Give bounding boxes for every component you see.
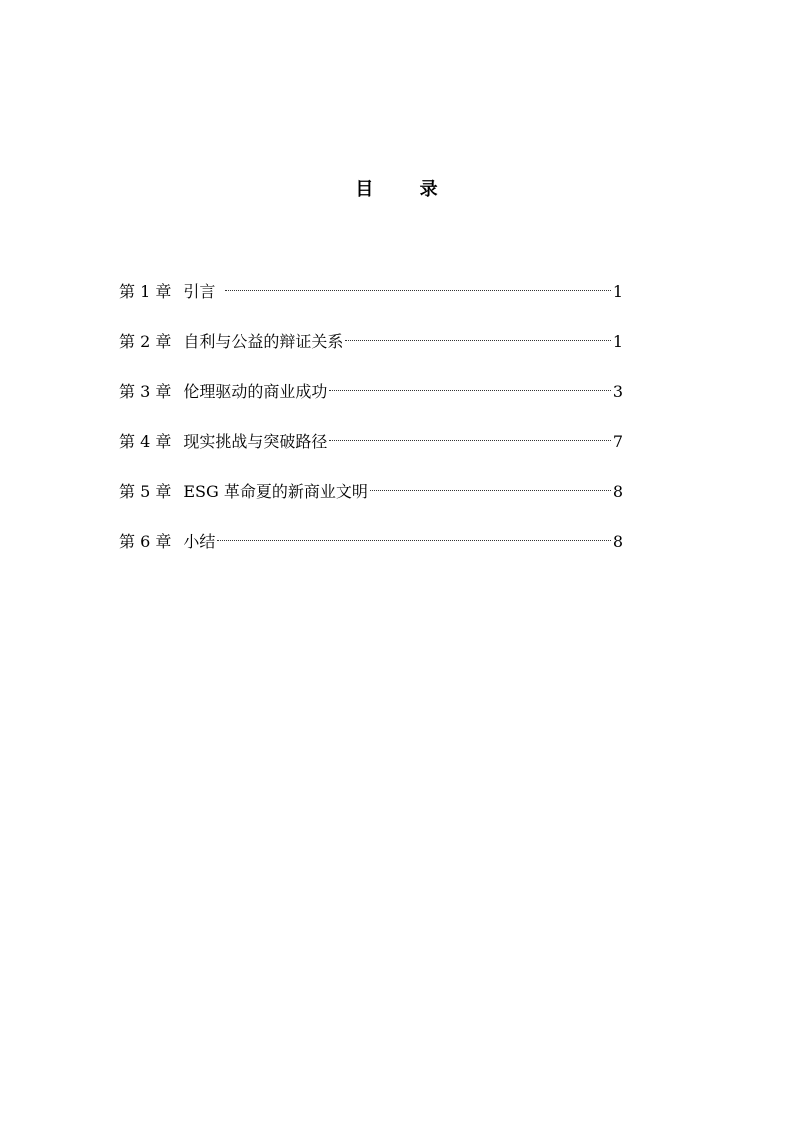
- toc-entry-5[interactable]: [119, 473, 623, 501]
- table-of-contents: [119, 273, 623, 573]
- toc-heading: 小结: [183, 532, 216, 551]
- toc-entry-4[interactable]: [119, 423, 623, 451]
- toc-page-number: 1: [612, 282, 623, 301]
- toc-chapter-number: 第 2 章: [119, 332, 172, 351]
- toc-heading: 引言: [183, 282, 216, 301]
- toc-dot-leader: [370, 473, 611, 497]
- toc-dot-leader: [329, 423, 610, 447]
- toc-entry-6[interactable]: [119, 523, 623, 551]
- toc-chapter-number: 第 5 章: [119, 482, 172, 501]
- toc-dot-leader: [217, 523, 610, 547]
- toc-dot-leader: [345, 323, 610, 347]
- toc-chapter-number: 第 1 章: [119, 282, 172, 301]
- toc-page-number: 3: [612, 382, 623, 401]
- toc-heading: 现实挑战与突破路径: [183, 432, 328, 451]
- toc-entry-1[interactable]: [119, 273, 623, 301]
- toc-chapter-number: 第 6 章: [119, 532, 172, 551]
- toc-entry-3[interactable]: [119, 373, 623, 401]
- toc-title: 目 录: [355, 179, 458, 200]
- toc-heading: ESG 革命夏的新商业文明: [183, 482, 368, 501]
- toc-entry-2[interactable]: [119, 323, 623, 351]
- toc-heading: 伦理驱动的商业成功: [183, 382, 328, 401]
- toc-dot-leader: [225, 273, 610, 297]
- toc-heading: 自利与公益的辩证关系: [183, 332, 344, 351]
- toc-chapter-number: 第 3 章: [119, 382, 172, 401]
- toc-chapter-number: 第 4 章: [119, 432, 172, 451]
- toc-dot-leader: [329, 373, 610, 397]
- toc-page-number: 8: [612, 482, 623, 501]
- toc-page-number: 8: [612, 532, 623, 551]
- toc-page-number: 1: [612, 332, 623, 351]
- toc-page-number: 7: [612, 432, 623, 451]
